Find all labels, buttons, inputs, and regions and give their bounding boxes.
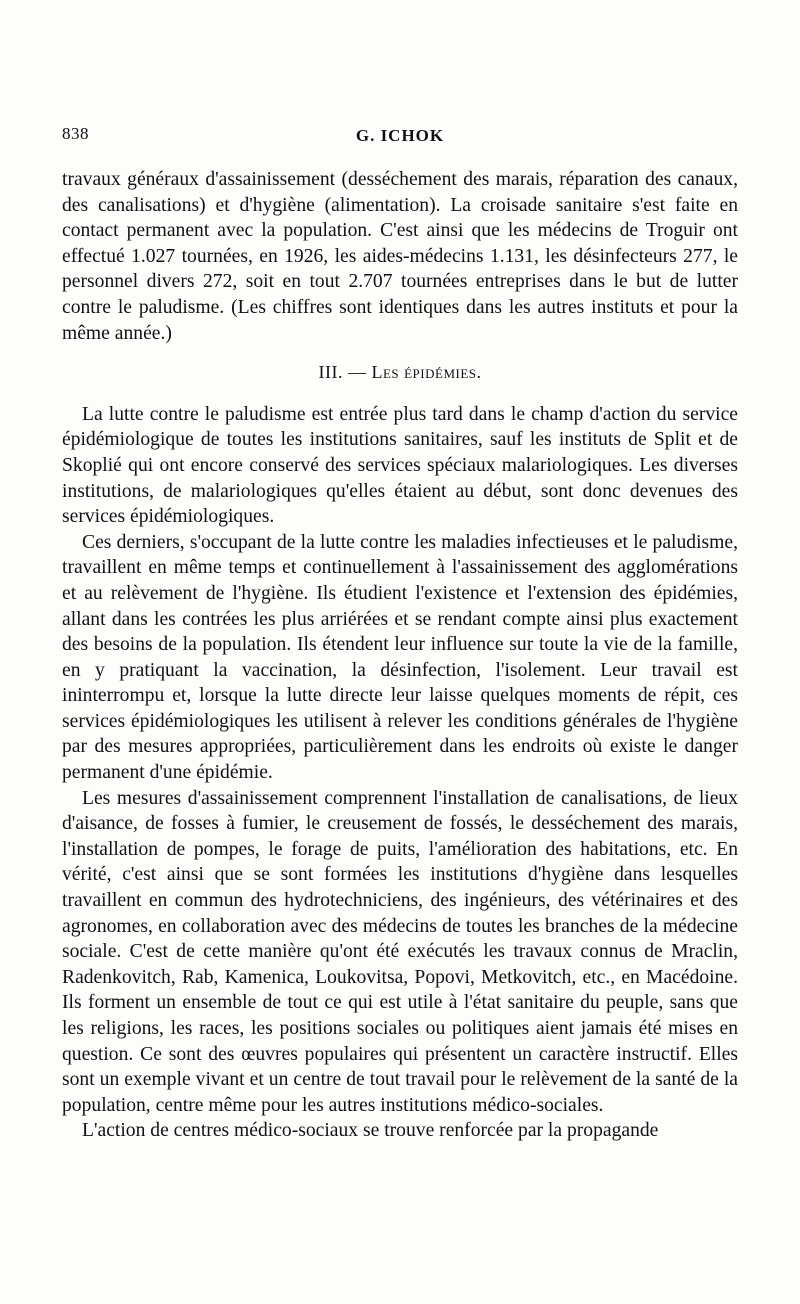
paragraph-medico-social-centres: L'action de centres médico-sociaux se trouve renforcée par la propagande bbox=[82, 1120, 659, 1142]
paragraph-epidemiological-services: Ces derniers, s'occupant de la lutte contre les maladies infectieuses et le paludisme, travaillent en même temps et continuellement à l'assainissement des agglomérations et au relèvement de l'hygiène. Ils étudient l'existence et l'extension des épidémies, allant dans les contrées les plus arriérées et se rendant compte ainsi plus exactement des besoins de la population. Ils étendent leur influence sur toute la vie de la famille, en y pratiquant la vaccination, la désinfection, l'isolement. Leur travail est ininterrompu et, lorsque la lutte directe leur laisse quelques moments de répit, ces services épidémiologiques les utilisent à relever les conditions générales de l'hygiène par des mesures appropriées, particulièrement dans les endroits où existe le danger permanent d'une épidémie. bbox=[62, 531, 738, 784]
paragraph-continuation: travaux généraux d'assainissement (desséchement des marais, réparation des canaux, des canalisations) et d'hygiène (alimentation). La croisade sanitaire s'est faite en contact permanent avec la population. C'est ainsi que les médecins de Troguir ont effectué 1.027 tournées, en 1926, les aides-médecins 1.131, les désinfecteurs 277, le personnel divers 272, soit en tout 2.707 tournées entreprises dans le but de lutter contre le paludisme. (Les chiffres sont identiques dans les autres instituts et pour la même année.) bbox=[62, 169, 738, 344]
section-title: Les épidémies. bbox=[371, 362, 482, 383]
paragraph-sanitation-measures: Les mesures d'assainissement comprennent l'installation de canalisations, de lieux d'aisance, de fosses à fumier, le creusement de fossés, le desséchement des marais, l'installation de pompes, le forage de puits, l'amélioration des habitations, etc. En vérité, c'est ainsi que se sont formées les institutions d'hygiène dans lesquelles travaillent en commun des hydrotechniciens, des ingénieurs, des vétérinaires et des agronomes, en collaboration avec des médecins de toutes les branches de la médecine sociale. C'est de cette manière qu'ont été exécutés les travaux connus de Mraclin, Radenkovitch, Rab, Kamenica, Loukovitsa, Popovi, Metkovitch, etc., en Macédoine. Ils forment un ensemble de tout ce qui est utile à l'état sanitaire du peuple, sans que les religions, les races, les positions sociales ou politiques aient jamais été mises en question. Ce sont des œuvres populaires qui présentent un caractère instructif. Elles sont un exemple vivant et un centre de tout travail pour le relèvement de la santé de la population, centre même pour les autres institutions médico-sociales. bbox=[62, 787, 738, 1116]
page-number: 838 bbox=[62, 124, 89, 143]
body-text bbox=[62, 167, 738, 1144]
running-head bbox=[62, 120, 738, 150]
running-head-author: G. ICHOK bbox=[355, 126, 445, 145]
section-heading bbox=[62, 360, 738, 386]
paragraph-malaria-service: La lutte contre le paludisme est entrée plus tard dans le champ d'action du service épidémiologique de toutes les institutions sanitaires, sauf les instituts de Split et de Skoplié qui ont encore conservé des services spéciaux malariologiques. Les diverses institutions, de malariologiques qu'elles étaient au début, sont donc devenues des services épidémiologiques. bbox=[62, 403, 738, 528]
section-numeral: III. — bbox=[318, 362, 372, 383]
